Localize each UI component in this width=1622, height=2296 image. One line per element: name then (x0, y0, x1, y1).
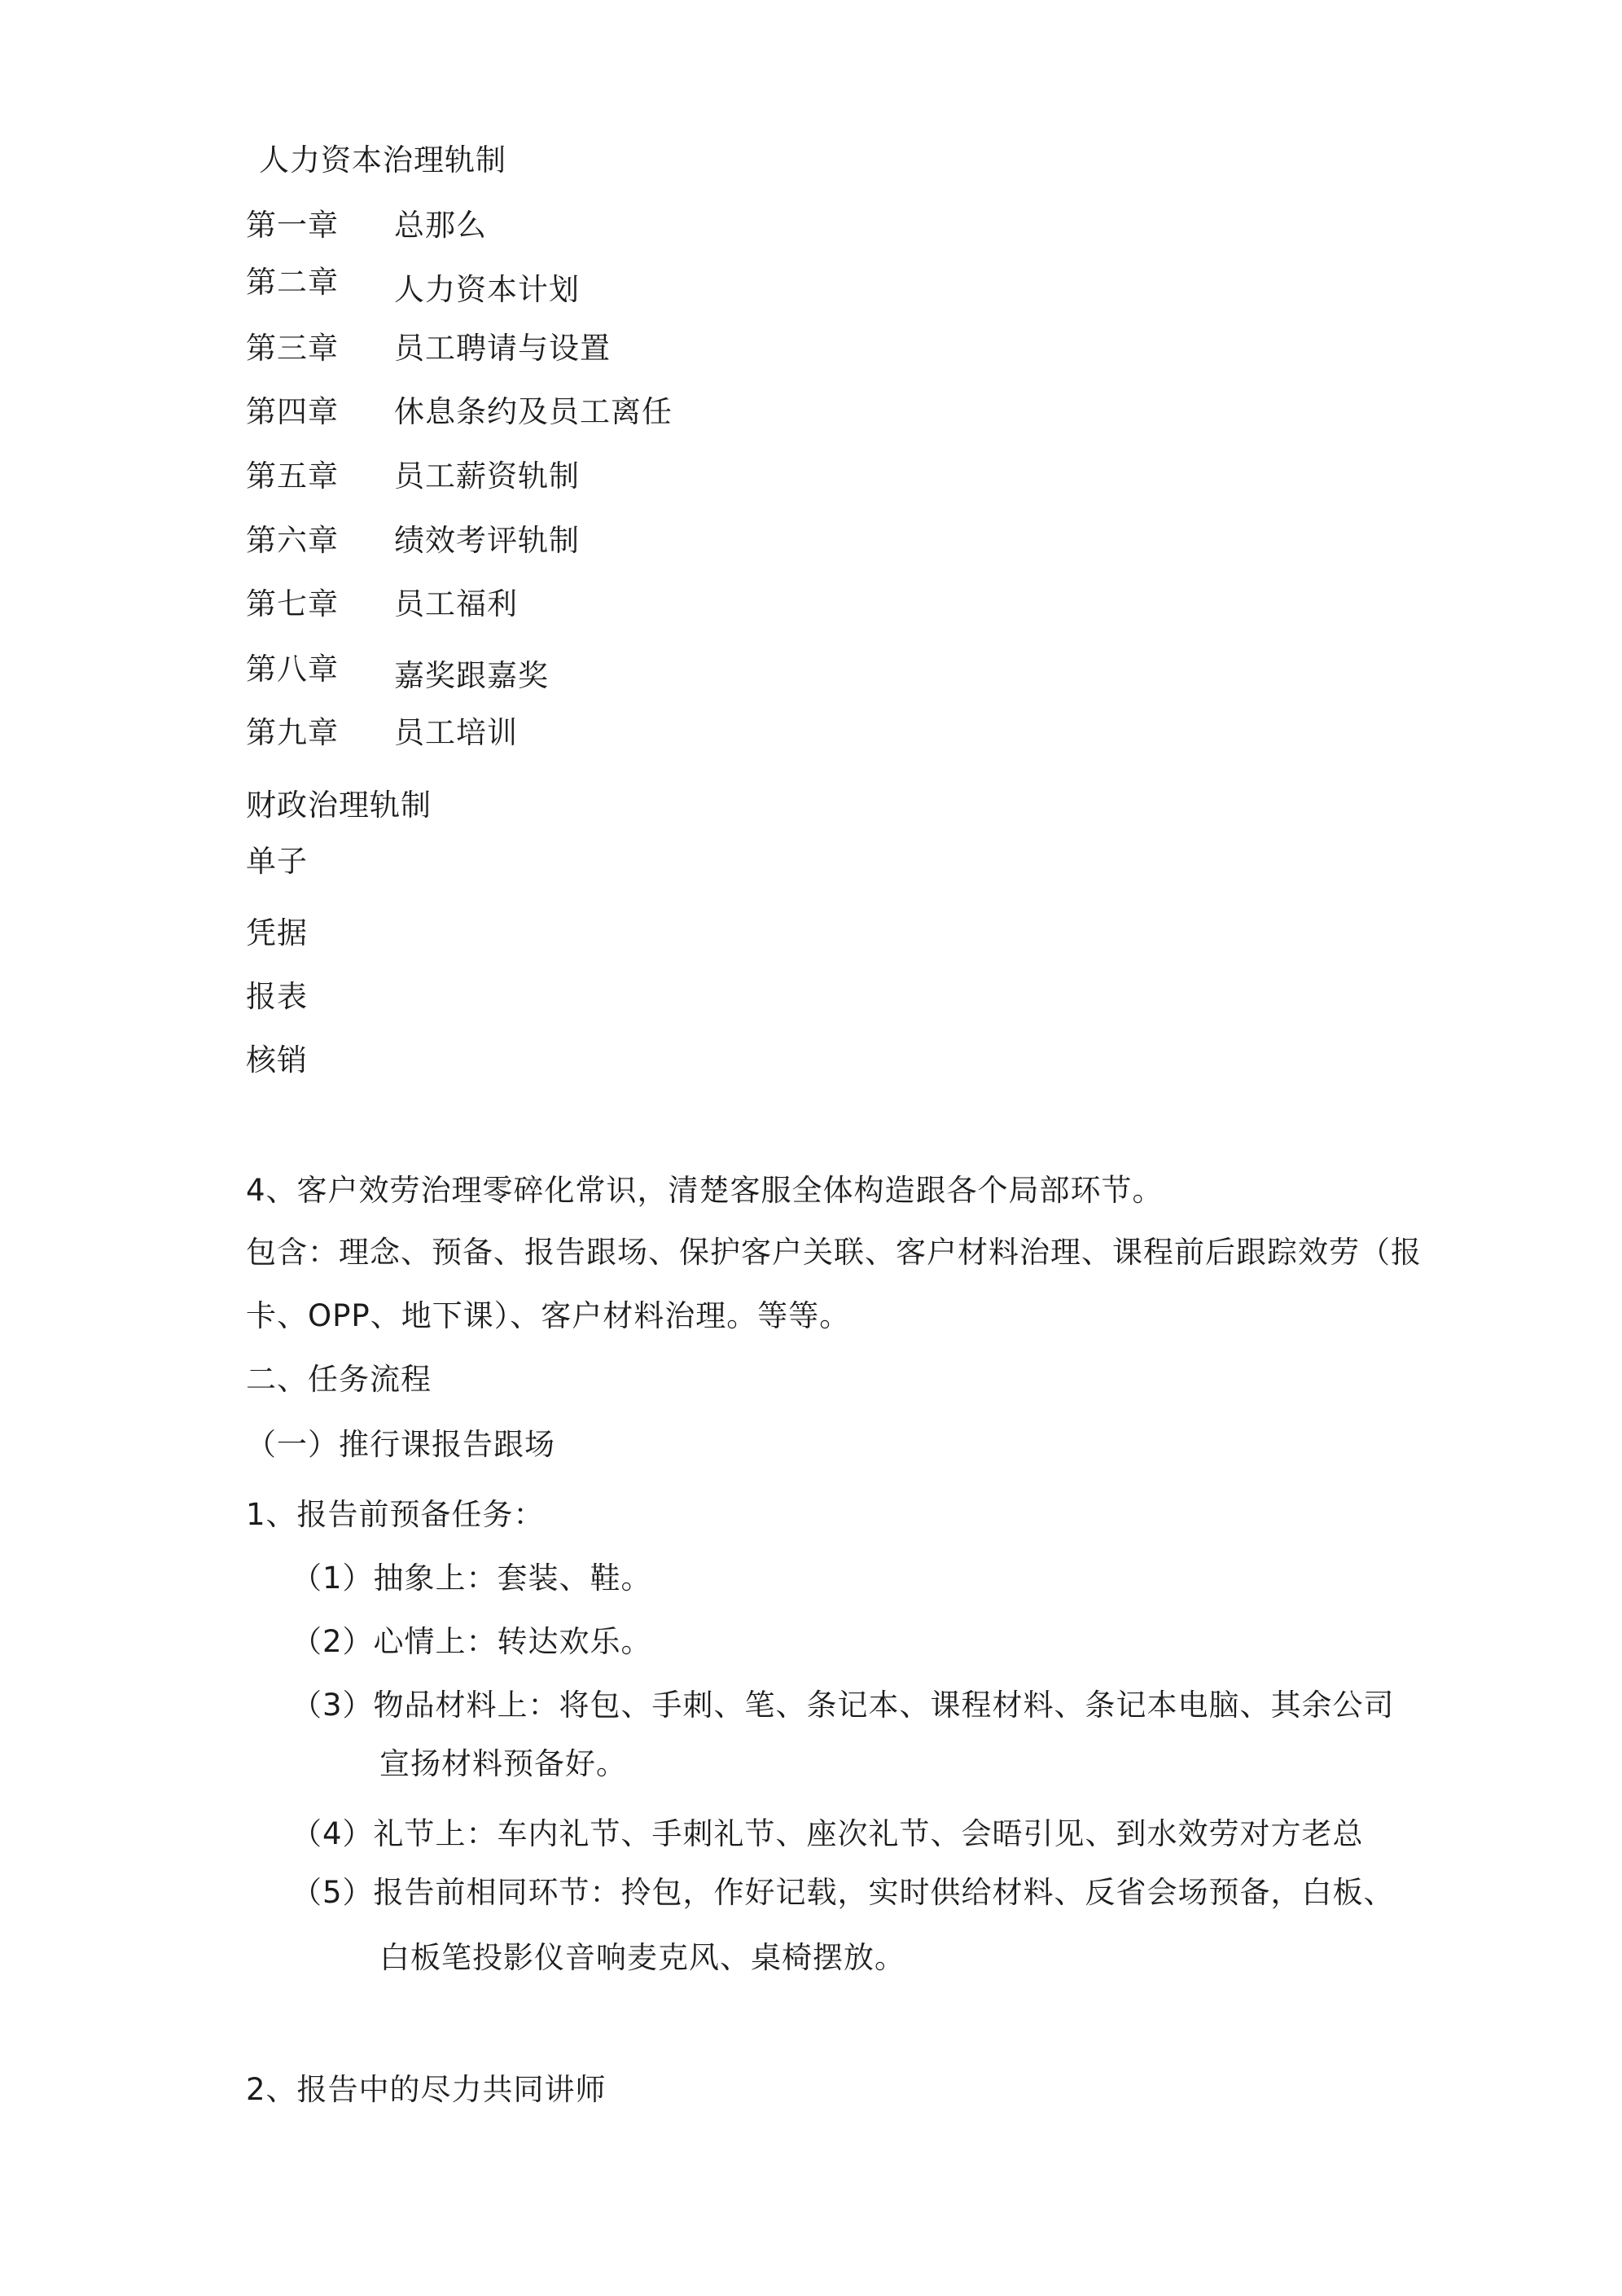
chapter-number: 第九章 (246, 715, 339, 750)
chapter-number: 第五章 (246, 459, 339, 494)
list-item-continuation: 宣扬材料预备好。 (379, 1746, 627, 1781)
section-heading: 财政治理轨制 (246, 788, 432, 823)
paragraph-line: 包含：理念、预备、报告跟场、保护客户关联、客户材料治理、课程前后跟踪效劳（报 (246, 1235, 1422, 1270)
paragraph-line: 卡、OPP、地下课）、客户材料治理。等等。 (246, 1298, 851, 1333)
sub-heading: （一）推行课报告跟场 (246, 1427, 555, 1462)
list-item: 单子 (246, 844, 308, 879)
chapter-title: 员工聘请与设置 (394, 331, 611, 366)
section-heading: 二、任务流程 (246, 1362, 432, 1397)
list-item: （4）礼节上：车内礼节、手刺礼节、座次礼节、会晤引见、到水效劳对方老总 (292, 1816, 1364, 1851)
document-title: 人力资本治理轨制 (259, 143, 506, 178)
chapter-title: 绩效考评轨制 (394, 523, 580, 558)
list-item: （3）物品材料上：将包、手刺、笔、条记本、课程材料、条记本电脑、其余公司 (292, 1688, 1395, 1723)
list-item-continuation: 白板笔投影仪音响麦克风、桌椅摆放。 (379, 1940, 905, 1975)
chapter-number: 第二章 (246, 265, 339, 300)
chapter-number: 第八章 (246, 652, 339, 687)
list-item: （2）心情上：转达欢乐。 (292, 1624, 652, 1659)
chapter-title: 休息条约及员工离任 (394, 394, 673, 429)
list-item: 报表 (246, 979, 308, 1014)
chapter-number: 第四章 (246, 394, 339, 429)
step-heading: 2、报告中的尽力共同讲师 (246, 2072, 607, 2107)
chapter-title: 人力资本计划 (394, 272, 580, 307)
chapter-number: 第三章 (246, 331, 339, 366)
paragraph-line: 4、客户效劳治理零碎化常识，清楚客服全体构造跟各个局部环节。 (246, 1173, 1164, 1208)
chapter-title: 嘉奖跟嘉奖 (394, 658, 549, 693)
chapter-title: 员工培训 (394, 715, 518, 750)
chapter-number: 第七章 (246, 586, 339, 621)
list-item: 核销 (246, 1043, 308, 1078)
step-heading: 1、报告前预备任务： (246, 1497, 545, 1532)
chapter-title: 员工薪资轨制 (394, 459, 580, 494)
chapter-number: 第六章 (246, 523, 339, 558)
list-item: （5）报告前相同环节：拎包，作好记载，实时供给材料、反省会场预备，白板、 (292, 1875, 1395, 1910)
list-item: 凭据 (246, 915, 308, 950)
chapter-number: 第一章 (246, 208, 339, 243)
chapter-title: 总那么 (394, 208, 487, 243)
chapter-title: 员工福利 (394, 586, 518, 621)
list-item: （1）抽象上：套装、鞋。 (292, 1561, 652, 1596)
